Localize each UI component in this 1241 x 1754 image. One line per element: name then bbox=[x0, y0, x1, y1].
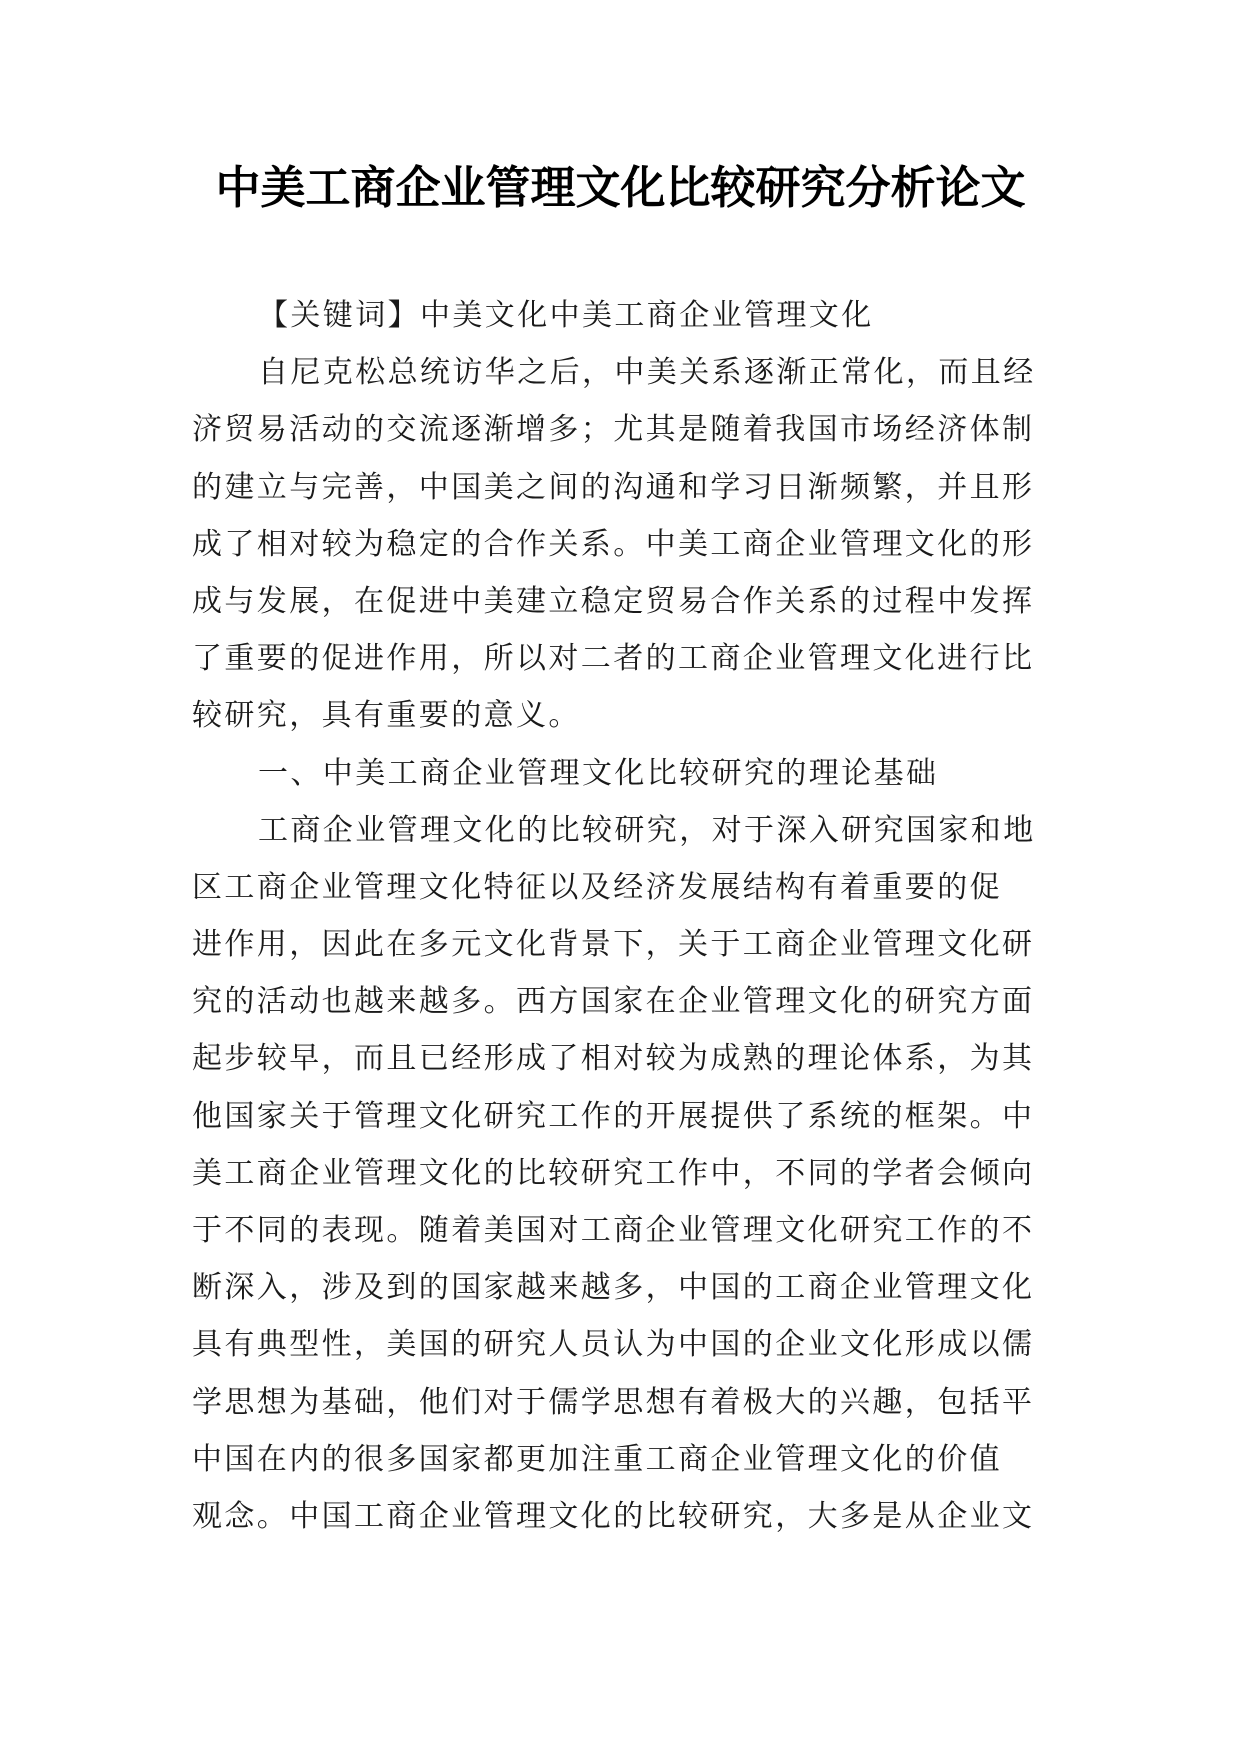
paragraph-line: 较研究，具有重要的意义。 bbox=[192, 698, 581, 734]
paragraph-line: 观念。中国工商企业管理文化的比较研究，大多是从企业文 bbox=[192, 1498, 1035, 1534]
paragraph-line: 进作用，因此在多元文化背景下，关于工商企业管理文化研 bbox=[192, 927, 1035, 963]
paragraph-line: 究的活动也越来越多。西方国家在企业管理文化的研究方面 bbox=[192, 984, 1035, 1020]
paragraph-line: 中国在内的很多国家都更加注重工商企业管理文化的价值 bbox=[192, 1441, 1002, 1477]
paragraph-line: 具有典型性，美国的研究人员认为中国的企业文化形成以儒 bbox=[192, 1327, 1035, 1363]
paragraph-line: 断深入，涉及到的国家越来越多，中国的工商企业管理文化 bbox=[192, 1270, 1035, 1306]
paragraph-line: 的建立与完善，中国美之间的沟通和学习日渐频繁，并且形 bbox=[192, 469, 1035, 505]
document-body bbox=[192, 287, 1054, 1545]
section-heading: 一、中美工商企业管理文化比较研究的理论基础 bbox=[258, 755, 939, 791]
paragraph-line: 成与发展，在促进中美建立稳定贸易合作关系的过程中发挥 bbox=[192, 583, 1035, 619]
paragraph-line: 自尼克松总统访华之后，中美关系逐渐正常化，而且经 bbox=[258, 355, 1036, 391]
paragraph-line: 他国家关于管理文化研究工作的开展提供了系统的框架。中 bbox=[192, 1098, 1035, 1134]
paragraph-line: 成了相对较为稳定的合作关系。中美工商企业管理文化的形 bbox=[192, 526, 1035, 562]
paragraph-line: 美工商企业管理文化的比较研究工作中，不同的学者会倾向 bbox=[192, 1155, 1035, 1191]
document-title: 中美工商企业管理文化比较研究分析论文 bbox=[215, 161, 1026, 214]
paragraph-line: 学思想为基础，他们对于儒学思想有着极大的兴趣，包括平 bbox=[192, 1384, 1035, 1420]
paragraph-line: 于不同的表现。随着美国对工商企业管理文化研究工作的不 bbox=[192, 1213, 1035, 1248]
paragraph-line: 区工商企业管理文化特征以及经济发展结构有着重要的促 bbox=[192, 869, 1002, 905]
keywords-line: 【关键词】中美文化中美工商企业管理文化 bbox=[258, 298, 874, 333]
paragraph-line: 了重要的促进作用，所以对二者的工商企业管理文化进行比 bbox=[192, 641, 1035, 677]
paragraph-line: 济贸易活动的交流逐渐增多；尤其是随着我国市场经济体制 bbox=[192, 412, 1035, 448]
paragraph-line: 工商企业管理文化的比较研究，对于深入研究国家和地 bbox=[258, 812, 1036, 848]
paragraph-line: 起步较早，而且已经形成了相对较为成熟的理论体系，为其 bbox=[192, 1041, 1035, 1077]
